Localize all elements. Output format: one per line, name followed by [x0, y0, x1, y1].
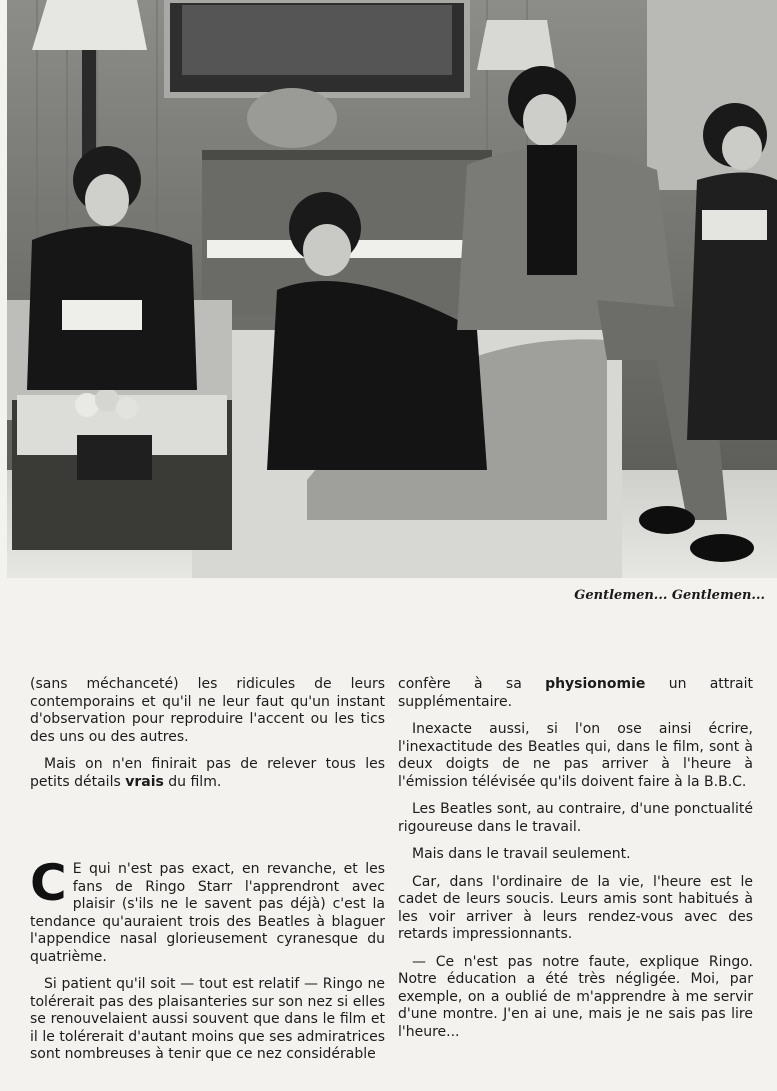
right-paragraph-2: Inexacte aussi, si l'on ose ainsi écrire, l'inexactitude des Beatles qui, dans le film, sont à deux doigts de ne pas arriver à l'heure à l'émission télévisée qu'ils doivent faire à la B.B.C. [398, 721, 753, 790]
left-paragraph-4: Si patient qu'il soit — tout est relatif — Ringo ne tolérerait pas des plaisanteries sur son nez si elles se renouvelaient aussi souvent que dans le film et il le tolérerait d'autant moins que ses admiratrices sont nombreuses à tenir que ce nez considérable [30, 976, 385, 1062]
drop-cap: C [30, 854, 67, 912]
photograph [7, 0, 777, 578]
right-paragraph-5: Car, dans l'ordinaire de la vie, l'heure est le cadet de leurs soucis. Leurs amis sont habitués à les voir arriver à leurs rendez-vous avec des retards impressionnants. [398, 873, 753, 942]
left-paragraph-2: Mais on n'en finirait pas de relever tous les petits détails vrais du film. [30, 756, 385, 790]
lamp-shade [32, 0, 147, 50]
photo-caption: Gentlemen... Gentlemen... [574, 588, 765, 603]
right-column [398, 676, 753, 1051]
right-paragraph-1: confère à sa physionomie un attrait supplémentaire. [398, 676, 753, 710]
goat-sculpture [247, 88, 337, 148]
photo-scene [7, 0, 777, 578]
right-paragraph-3: Les Beatles sont, au contraire, d'une ponctualité rigoureuse dans le travail. [398, 801, 753, 835]
right-paragraph-6: — Ce n'est pas notre faute, explique Ringo. Notre éducation a été très négligée. Moi, par exemple, on a oublié de m'apprendre à me servir d'une montre. J'en ai une, mais je ne sais pas lire l'heure... [398, 953, 753, 1040]
left-paragraph-3: C E qui n'est pas exact, en revanche, et les fans de Ringo Starr l'apprendront avec plaisir (s'ils ne le savent pas déjà) c'est la tendance qu'auraient trois des Beatles à blaguer l'appendice nasal glorieusement cyranesque du quatrième. [30, 854, 385, 965]
right-paragraph-4: Mais dans le travail seulement. [412, 846, 631, 862]
left-column [30, 676, 385, 1074]
left-paragraph-1: (sans méchanceté) les ridicules de leurs contemporains et qu'il ne leur faut qu'un instant d'observation pour reproduire l'accent ou les tics des uns ou des autres. [30, 676, 385, 745]
